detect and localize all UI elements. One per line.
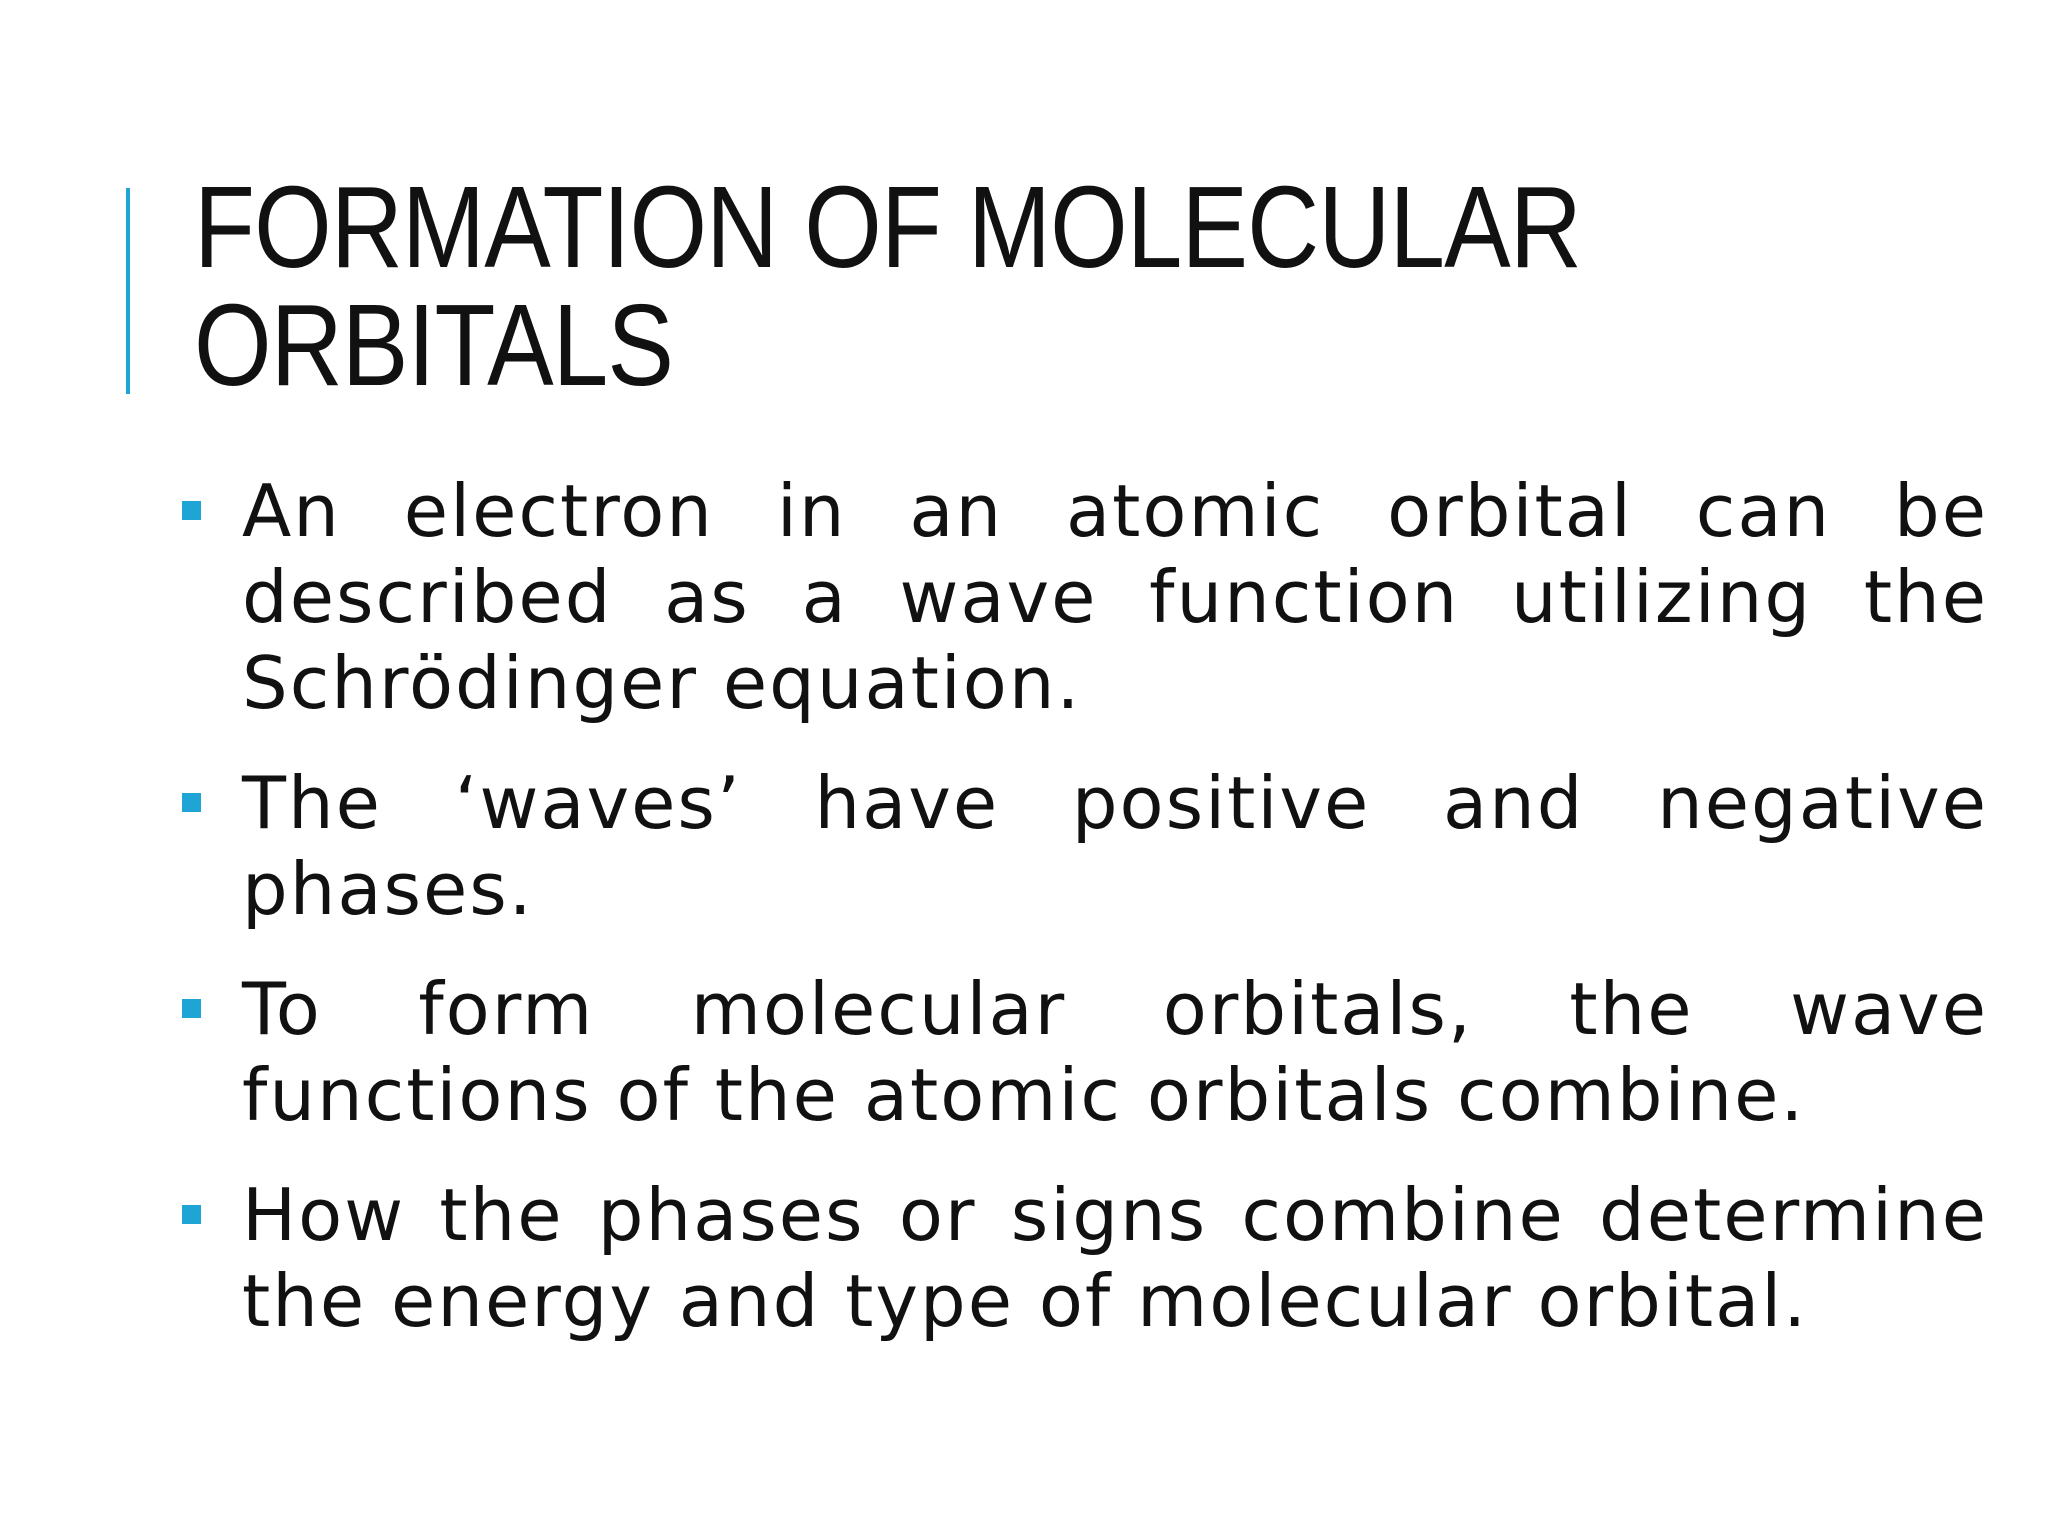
square-bullet-icon [182,1205,201,1224]
title-accent-bar [126,188,130,394]
bullet-item [180,760,1988,932]
square-bullet-icon [182,501,201,520]
square-bullet-icon [182,999,201,1018]
bullet-list [180,468,1988,1378]
bullet-item [180,468,1988,726]
bullet-text: How the phases or signs combine determine the energy and type of molecular orbital. [242,1173,1988,1343]
slide-title-line-2: ORBITALS [194,280,674,410]
slide-title-line-1: FORMATION OF MOLECULAR [194,162,1582,292]
square-bullet-icon [182,793,201,812]
bullet-text: To form molecular orbitals, the wave functions of the atomic orbitals combine. [242,967,1988,1137]
bullet-item [180,1172,1988,1344]
bullet-text: The ‘waves’ have positive and negative phases. [242,761,1988,931]
bullet-text: An electron in an atomic orbital can be described as a wave function utilizing the Schrödinger equation. [242,469,1988,725]
slide-title [194,162,1725,410]
bullet-item [180,966,1988,1138]
